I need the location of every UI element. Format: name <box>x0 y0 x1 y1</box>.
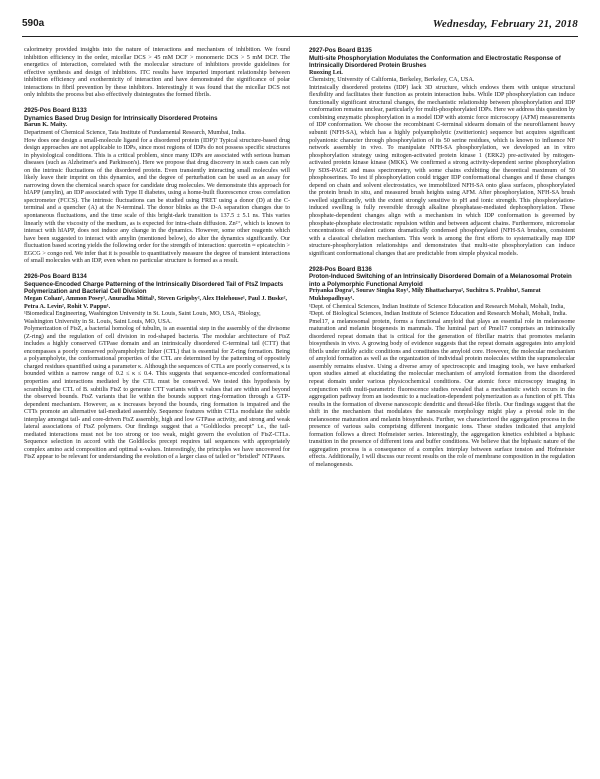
left-column <box>24 47 290 462</box>
abstract-body: Pmel17, a melanosomal protein, forms a functional amyloid that plays an essential role in melanosome maturation and melanin biogenesis in mammals. The luminal part of Pmel17 comprises an intrinsically disordered repeat domain that is critical for the generation of fibrillar matrix that promotes melanin biosynthesis in vivo. A growing body of evidence suggests that the repeat domain aggregates into amyloid fibrils under mildly acidic conditions and constitutes the amyloid core. However, the molecular mechanism of amyloid formation as well as the organization of individual protein molecules within the supramolecular assembly remains elusive. Using a diverse array of spectroscopic and imaging tools, we have embarked upon studies aimed at elucidating the molecular mechanism of amyloid formation from the disordered repeat domain under various physicochemical conditions. Our atomic force microscopy imaging in conjunction with multi-parametric fluorescence studies revealed that a mechanistic switch occurs in the aggregation pathway from an isodesmic to a nucleation-dependent polymerization as a function of pH. This results in the formation of diverse nanoscopic dendritic and thread-like fibrils. Our findings suggest that the shift in the mechanism that modulates the nanoscale morphology might play a pivotal role in the melanosome maturation and melanin biosynthesis. Further, we characterized the aggregation process in the presence of various salts comprising different inorganic ions. These studies indicated that amyloid formation follows a direct Hofmeister series. Interestingly, the aggregation kinetics exhibited a biphasic transition in the presence of different ions and buffer conditions. We believe that the biphasic nature of the aggregation process is a consequence of a complex interplay between surface tension and Hofmeister effects. Additionally, I will discuss our recent results on the role of membrane composition in the regulation of melanogenesis. <box>309 318 575 469</box>
abstract-2927 <box>309 47 575 258</box>
abstract-affiliation: Chemistry, University of California, Berkeley, Berkeley, CA, USA. <box>309 77 475 84</box>
abstract-affiliation: ¹Dept. of Chemical Sciences, Indian Institute of Science Education and Research Mohali, Mohali, India, ²Dept. of Biological Sciences, Indian Institute of Science Education and Research Mohali, Mohali, India. <box>309 303 567 318</box>
abstract-title: Proton-Induced Switching of an Intrinsically Disordered Domain of a Melanosomal Protein into a Polymorphic Functional Amyloid <box>309 273 572 288</box>
abstract-authors: Priyanka Dogra¹, Sourav Singha Roy¹, Mily Bhattacharya², Suchitra S. Prabhu¹, Samrat Mukhopadhyay¹. <box>309 288 541 302</box>
abstract-title: Multi-site Phosphorylation Modulates the Conformation and Electrostatic Response of Intrinsically Disordered Protein Brushes <box>309 54 561 70</box>
abstract-2925 <box>24 107 290 265</box>
abstract-number: 2925-Pos Board B133 <box>24 107 87 115</box>
abstract-authors: Megan Cohan¹, Ammon Posey¹, Anuradha Mittal¹, Steven Grigsby², Alex Holehouse¹, Paul J. Buske², Petra A. Levin², Rohit V. Pappu¹. <box>24 295 287 310</box>
abstract-body: How does one design a small-molecule ligand for a disordered protein (IDP)? Typical structure-based drug design approaches are not applicable to IDPs, since most regions of IDPs do not possess specific structures in physiological conditions. This is a critical problem, since many IDPs are associated with serious human diseases (such as Alzheimer's and Parkinson's). Here we propose that drug discovery in such cases can rely on the intrinsic fluctuations of the disordered protein. Even transiently interacting small molecules will likely leave their imprint on this dynamics, and the degree of perturbation can be used as an assay for narrowing down the chemical search space for candidate drug molecules. We demonstrate this approach for hIAPP (amylin), an IDP associated with Type II diabetes, using a home-built fluorescence cross correlation spectrometer (FCCS). The intrinsic fluctuations can be studied using FRET using a donor (D) at the C-terminal and a quencher (A) at the N-terminal. The donor blinks as the D-A separation changes due to spontaneous fluctuations, and the time scale of this bright-dark transition is 137.5 ± 5.1 ns. This varies linearly with the viscosity of the medium, as is expected for intra-chain diffusion. Zn²⁺, which is known to interact with hIAPP, does not induce any change in the dynamics. However, some other reagents which have been suggested to interact with amylin (mentioned below), do alter the dynamics significantly. Our fluctuation based scoring yields the following order for the strength of interaction: quercetin ≈ epicatechin > EGCG > congo red. We infer that it is possible to quantitatively measure the degree of transient interactions of small molecules with an IDP, even when no particular structure is formed as a result. <box>24 137 290 265</box>
issue-date: Wednesday, February 21, 2018 <box>432 18 578 30</box>
page-header <box>22 18 578 37</box>
abstract-2928 <box>309 266 575 470</box>
abstract-2926 <box>24 273 290 462</box>
abstract-body: Intrinsically disordered proteins (IDP) lack 3D structure, which endows them with unique structural flexibility and facilitates their function as protein interaction hubs. While IDP phosphorylation can induce functionally significant structural changes, the mechanistic relationship between phosphorylation and IDP conformation remains unclear, particularly for multi-phosphorylated IDPs. Here we address this question by combining enzymatic phosphorylation in a model IDP with atomic force microscopy (AFM) measurements of IDP conformation. We choose the recombinant C-terminal sidearm domain of the neurofilament heavy subunit (NFH-SA), which has a highly polyampholytic (zwitterionic) sequence but acquires significant polyanionic character through phosphorylation of its 50 serine residues, which is known to influence NF network assembly in vivo. To manipulate NFH-SA phosphorylation, we developed an in vitro phosphorylation strategy using mitogen-activated protein kinase 1 (ERK2) pre-activated by mitogen-activated protein kinase kinase (MKK). We confirmed a strong activity-dependent serine phosphorylation by SDS-PAGE and mass spectrometry, with some chains exhibiting the theoretical maximum of 50 phosphoserines. To test if phosphorylation could trigger IDP conformational changes and if these changes depend on chain and solvent electrostatics, we immobilized NFH-SA onto glass surfaces, phosphorylated the protein brush in situ, and measured brush heights using AFM. After phosphorylation, NFH-SA brush swelled significantly, with the extent strongly sensitive to pH and ionic strength. This phosphorylation-induced swelling is fully reversible through alkaline phosphatase-mediated dephosphorylation. These phosphate-dependent changes align with a mechanism in which IDP conformation is governed by phosphate-phosphate electrostatic repulsion within and between adjacent chains. Furthermore, micromolar concentrations of divalent cations dramatically condensed phosphorylated (NFH-SA brushes, consistent with a classical chelation mechanism. This work is among the first efforts to systematically map IDP structure-phosphorylation relationships and demonstrates that multi-site phosphorylation can induce significant conformational changes that are predictable from simple physical models. <box>309 84 575 257</box>
abstract-title: Dynamics Based Drug Design for Intrinsically Disordered Proteins <box>24 114 218 122</box>
abstract-affiliation: ¹Biomedical Engineering, Washington University in St. Louis, Saint Louis, MO, USA, ²Biology, Washington University in St. Louis, Saint Louis, MO, USA. <box>24 311 261 325</box>
abstract-affiliation: Department of Chemical Science, Tata Institute of Fundamental Research, Mumbai, India. <box>24 129 246 136</box>
abstract-number: 2926-Pos Board B134 <box>24 273 87 281</box>
abstract-body: Polymerization of FtsZ, a bacterial homolog of tubulin, is an essential step in the assembly of the divisome (Z-ring) and the regulation of cell division in rod-shaped bacteria. The modular architecture of FtsZ includes a highly conserved GTPase domain and an intrinsically disordered C-terminal tail (CTT) that encompasses a poorly conserved polyampholytic linker (CTL) that is essential for Z-ring formation. Being a polyampholyte, the conformational properties of the CTL are determined by the patterning of oppositely charged residues quantified using a parameter κ. Although the sequences of CTLs are poorly conserved, κ is bounded within a narrow range of 0.2 ≤ κ ≤ 0.4. This suggests that sequence-encoded conformational properties and interactions mediated by the CTL must be conserved. We tested this hypothesis by scrambling the CTL of B. subtilis FtsZ to generate CTT variants with κ values that are within and beyond the observed bounds. FtsZ variants that lie within the bounds support ring-formation through a GTP-dependent mechanism. However, as κ increases beyond the bounds, ring formation is impaired and the CTTs promote an alternative tail-mediated assembly. Sequence features within CTLs modulate the subtle interplay amongst tail- and core-driven FtsZ assembly, high and low GTPase activity, and strong and weak lateral associations of FtsZ polymers. Our findings suggest that a "Goldilocks precept" i.e., the tail-mediated interactions must not be too strong or too weak, might govern the evolution of FtsZ-CTLs. Sequence selection in accord with the Goldilocks precept requires tail sequences with appropriately complex amino acid composition and optimal κ-values. Interestingly, the principles we have uncovered for FtsZ appear to be relevant for understanding the evolution of a larger class of tailed or "bristled" NTPases. <box>24 326 290 461</box>
abstract-title: Sequence-Encoded Charge Patterning of the Intrinsically Disordered Tail of FtsZ Impacts Polymerization and Bacterial Cell Division <box>24 280 284 296</box>
continued-abstract-text: calorimetry provided insights into the nature of interactions and mechanism of inhibition. We found inhibition efficiency in the order, micellar DCS > 45 mM DCF > monomeric DCS > 5 mM DCF. The energetics of interaction, correlated with the molecular structure of inhibitors provide guidelines for effective synthesis and design of inhibitors. ITC results have imparted important relationship between inhibition efficiency and exothermicity of interaction and have demonstrated the significance of polar interactions in fibril prevention by these inhibitors. Interestingly it was found that the micellar DCS not only inhibits the process but also effectively disintegrates the formed fibrils. <box>24 47 290 99</box>
right-column <box>309 47 575 470</box>
abstract-authors: Ruoxing Lei. <box>309 69 343 76</box>
abstract-number: 2928-Pos Board B136 <box>309 265 372 273</box>
abstract-number: 2927-Pos Board B135 <box>309 47 372 54</box>
page-number: 590a <box>22 18 45 29</box>
abstract-authors: Barun K. Maity. <box>24 122 67 129</box>
